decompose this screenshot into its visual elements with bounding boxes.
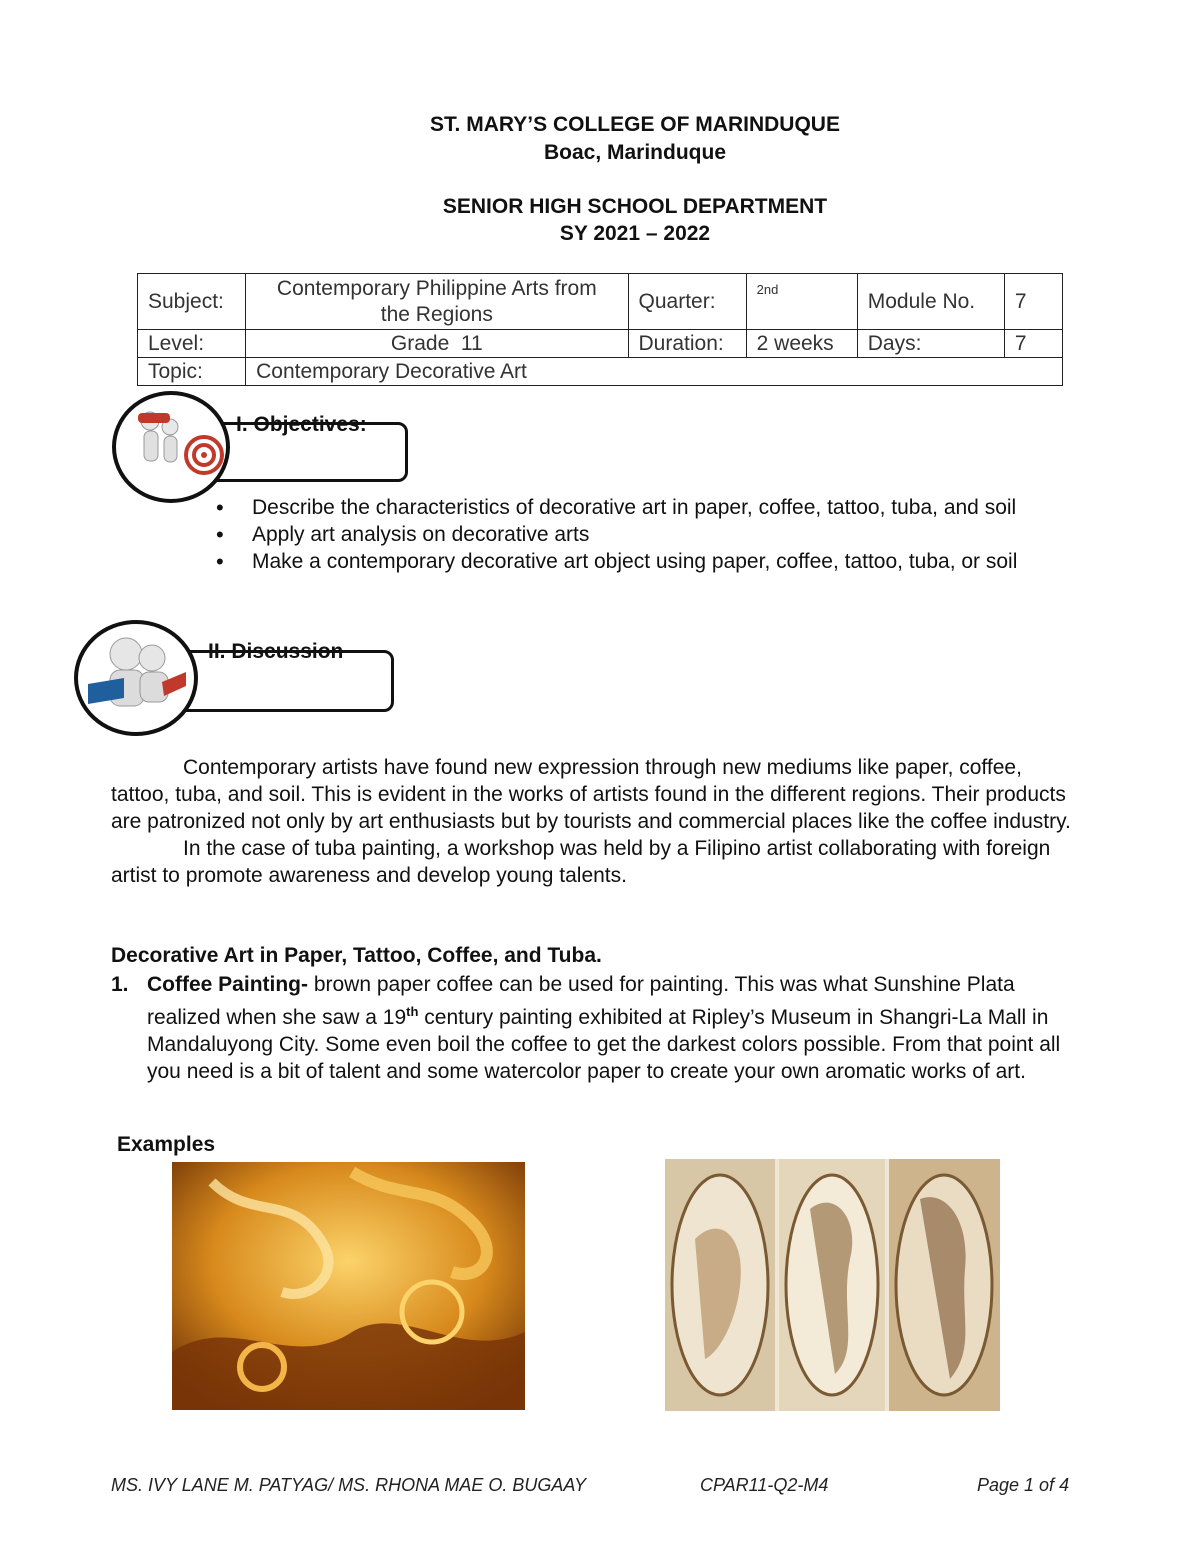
footer-module-code: CPAR11-Q2-M4 [700, 1475, 829, 1495]
quarter-label: Quarter: [628, 274, 746, 330]
coffee-painting-item [111, 971, 1081, 1085]
discussion-title: II. Discussion [208, 640, 344, 663]
days-label: Days: [857, 330, 1004, 358]
decorative-art-heading: Decorative Art in Paper, Tattoo, Coffee, and Tuba. [111, 944, 602, 967]
subject-value: Contemporary Philippine Arts from the Regions [246, 274, 628, 330]
objective-item: • Describe the characteristics of decorative art in paper, coffee, tattoo, tuba, and soil [216, 494, 1076, 521]
discussion-paragraph: Contemporary artists have found new expression through new mediums like paper, coffee, tattoo, tuba, and soil. This is evident in the works of artists found in the different regions. Their products are patronized not only by art enthusiasts but by tourists and commercial places like the coffee industry. [111, 756, 1071, 833]
topic-label: Topic: [138, 358, 246, 386]
topic-value: Contemporary Decorative Art [246, 358, 1063, 386]
school-year: SY 2021 – 2022 [559, 222, 711, 245]
item-number: 1. [111, 973, 129, 996]
subject-label: Subject: [138, 274, 246, 330]
school-location: Boac, Marinduque [543, 141, 727, 164]
quarter-value: 2nd [746, 274, 857, 330]
duration-label: Duration: [628, 330, 746, 358]
coffee-portrait-examples-image [665, 1159, 1000, 1411]
duration-value: 2 weeks [746, 330, 857, 358]
discussion-reading-icon [74, 620, 198, 736]
department-name: SENIOR HIGH SCHOOL DEPARTMENT [442, 195, 828, 218]
objectives-list [216, 494, 1076, 575]
discussion-body [111, 754, 1081, 889]
level-value: Grade 11 [246, 330, 628, 358]
school-name: ST. MARY’S COLLEGE OF MARINDUQUE [430, 113, 840, 136]
item-text: Coffee Painting- brown paper coffee can be used for painting. This was what Sunshine Plata realized when she saw a 19th century painting exhibited at Ripley’s Museum in Shangri-La Mall in Mandaluyong City. Some even boil the coffee to get the darkest colors possible. From that point all you need is a bit of talent and some watercolor paper to create your own aromatic works of art. [147, 973, 1061, 1083]
module-value: 7 [1004, 274, 1062, 330]
objective-item: • Apply art analysis on decorative arts [216, 521, 1076, 548]
module-info-table [137, 273, 1063, 386]
coffee-painting-example-image [172, 1162, 525, 1410]
days-value: 7 [1004, 330, 1062, 358]
footer-page-number: Page 1 of 4 [977, 1475, 1070, 1495]
item-title: Coffee Painting- [147, 973, 308, 996]
examples-label: Examples [117, 1133, 216, 1156]
module-label: Module No. [857, 274, 1004, 330]
level-label: Level: [138, 330, 246, 358]
discussion-paragraph: In the case of tuba painting, a workshop was held by a Filipino artist collaborating with foreign artist to promote awareness and develop young talents. [111, 837, 1051, 887]
objectives-title: I. Objectives: [236, 413, 367, 436]
footer-authors: MS. IVY LANE M. PATYAG/ MS. RHONA MAE O. BUGAAY [111, 1475, 587, 1495]
objectives-target-icon [112, 391, 230, 503]
objective-item: • Make a contemporary decorative art object using paper, coffee, tattoo, tuba, or soil [216, 548, 1076, 575]
